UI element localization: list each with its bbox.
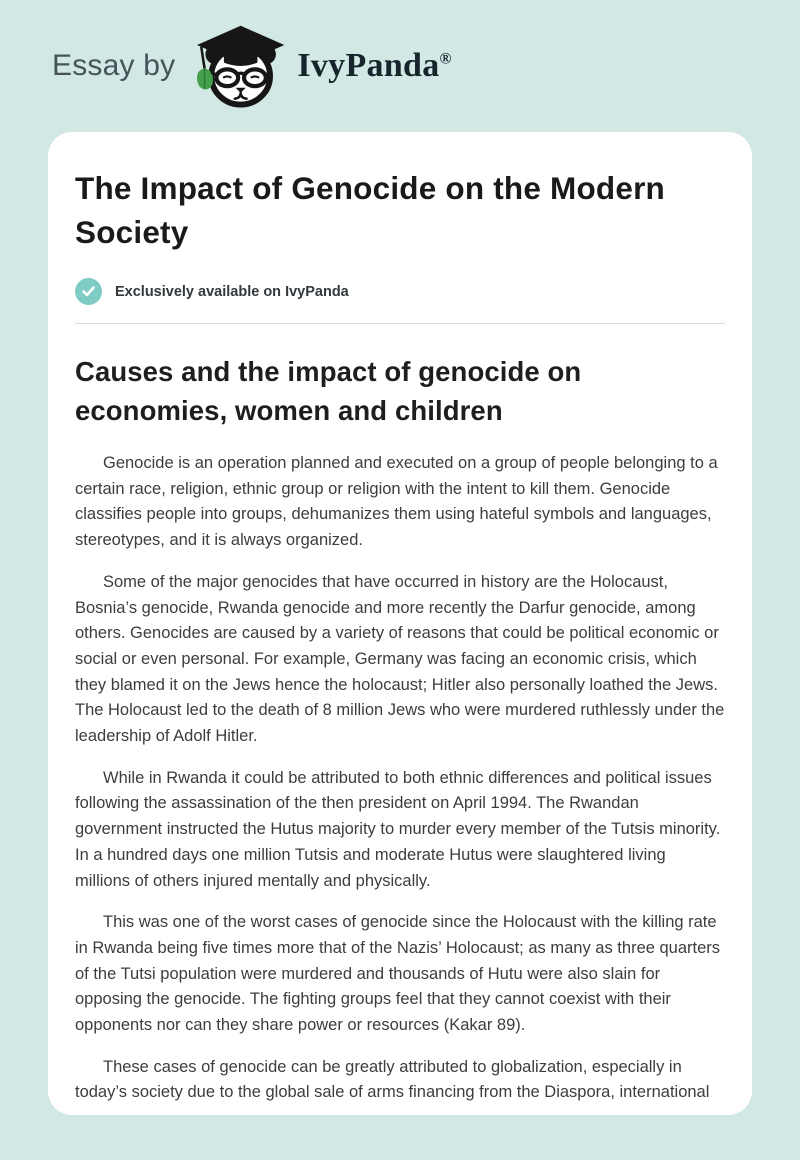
exclusive-badge	[75, 278, 725, 305]
ivypanda-panda-logo-icon	[187, 20, 291, 112]
essay-paragraph-1: Genocide is an operation planned and executed on a group of people belonging to a certain race, religion, ethnic group or religion with the intent to kill them. Genocide classifies people into groups, dehumanizes them using hateful symbols and languages, stereotypes, and it is always organized.	[75, 454, 718, 550]
essay-paragraph-3: While in Rwanda it could be attributed to both ethnic differences and political issues following the assassination of the then president on April 1994. The Rwandan government instructed the Hutus majority to murder every member of the Tutsis minority. In a hundred days one million Tutsis and moderate Hutus were slaughtered living millions of others injured mentally and physically.	[75, 768, 721, 890]
brand-name	[297, 47, 451, 85]
essay-paragraph-5: These cases of genocide can be greatly attributed to globalization, especially in today’s society due to the global sale of arms financing from the Diaspora, international	[75, 1057, 710, 1102]
site-header	[0, 0, 800, 132]
essay-card	[48, 132, 752, 1115]
essay-title: The Impact of Genocide on the Modern Society	[75, 170, 665, 250]
brand-text: IvyPanda	[297, 47, 440, 84]
check-icon	[75, 278, 102, 305]
section-heading: Causes and the impact of genocide on economies, women and children	[75, 356, 582, 426]
essay-by-label: Essay by	[52, 49, 176, 82]
essay-paragraph-4: This was one of the worst cases of genocide since the Holocaust with the killing rate in Rwanda being five times more that of the Nazis’ Holocaust; as many as three quarters of the Tutsi population were murdered and thousands of Hutu were also slain for opposing the genocide. The fighting groups feel that they cannot coexist with their opponents nor can they share power or resources (Kakar 89).	[75, 913, 721, 1035]
divider	[75, 323, 725, 324]
essay-body	[75, 451, 725, 1106]
essay-paragraph-2: Some of the major genocides that have occurred in history are the Holocaust, Bosnia’s genocide, Rwanda genocide and more recently the Darfur genocide, among others. Genocides are caused by a variety of reasons that could be political economic or social or even personal. For example, Germany was facing an economic crisis, which they blamed it on the Jews hence the holocaust; Hitler also personally loathed the Jews. The Holocaust led to the death of 8 million Jews who were murdered ruthlessly under the leadership of Adolf Hitler.	[75, 572, 725, 746]
badge-label: Exclusively available on IvyPanda	[115, 283, 349, 300]
registered-mark: ®	[439, 50, 452, 68]
